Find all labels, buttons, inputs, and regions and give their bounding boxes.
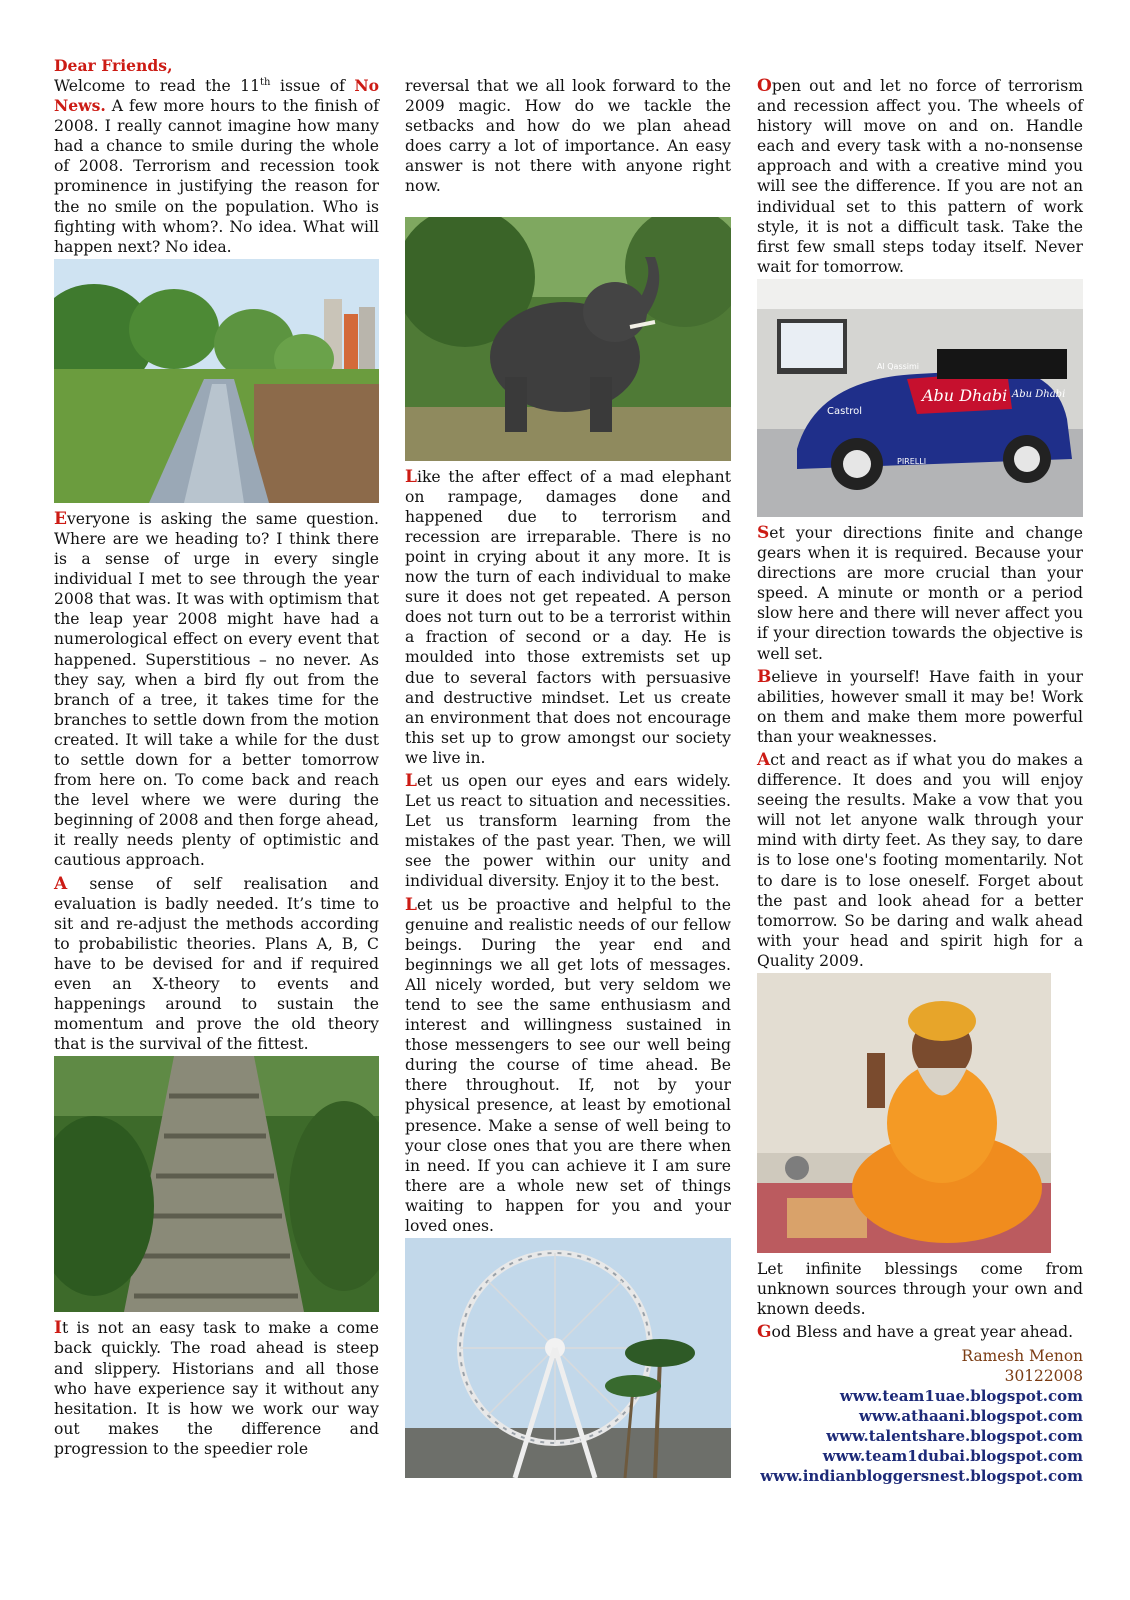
- paragraph-reversal: reversal that we all look forward to the 2009 magic. How do we tackle the setbacks and how do we plan ahead does carry a lot of importance. An easy answer is not there with anyone right now.: [405, 77, 731, 196]
- paragraph-act: Act and react as if what you do makes a difference. It does and you will enjoy seeing the results. Make a vow that you will not let anyone walk through your mind with dirty feet. As they say, to dare is to lose one's footing momentarily. Not to dare is to lose oneself. Forget about the past and look ahead for a better tomorrow. So be daring and walk ahead with your head and spirit high for a Quality 2009.: [757, 749, 1083, 970]
- paragraph-blessings: Let infinite blessings come from unknown sources through your own and known deeds.: [757, 1260, 1083, 1319]
- road-photo: [54, 259, 379, 503]
- paragraph-open-eyes: Let us open our eyes and ears widely. Let us react to situation and necessities. Let us transform learning from the mistakes of the past year. Then, we will see the power within our unity and individual diversity. Enjoy it to the best.: [405, 770, 731, 891]
- letter-date: 30122008: [1004, 1367, 1083, 1386]
- rally-car-photo: [757, 279, 1083, 517]
- author-name: Ramesh Menon: [961, 1347, 1083, 1366]
- dropcap-l2: L: [405, 770, 417, 791]
- blog-links: [757, 1386, 1083, 1486]
- newsletter-name: No News.: [54, 76, 379, 116]
- dropcap-s: S: [757, 522, 770, 543]
- intro-text-after: A few more hours to the finish of 2008. I really cannot imagine how many had a chance to smile during the whole of 2008. Terrorism and recession took prominence in justifying the reason for the no smile on the population. Who is fighting with whom?. No idea. What will happen next? No idea.: [54, 97, 379, 256]
- car-sign-left: Abu Dhabi: [922, 385, 1008, 405]
- dropcap-a2: A: [757, 749, 771, 770]
- paragraph-mad-elephant: Like the after effect of a mad elephant on rampage, damages done and happened due to terrorism and recession are irreparable. There is no point in crying about it any more. It is now the turn of each individual to make sure it does not get repeated. A person does not turn out to be a terrorist within a fraction of second or a day. He is moulded into those extremists set up due to several factors with persuasive and destructive mindset. Let us create an environment that does not encourage this set up to grow amongst our society we live in.: [405, 466, 731, 767]
- column-1: [54, 56, 379, 1459]
- dropcap-e: E: [54, 508, 67, 529]
- car-tyre: PIRELLI: [897, 456, 927, 466]
- column-3: [757, 76, 1083, 1486]
- paragraph-proactive: Let us be proactive and helpful to the genuine and realistic needs of our fellow beings. During the year end and beginnings we all get lots of messages. All nicely worded, but very seldom we tend to see the same enthusiasm and interest and willingness sustained in those messengers to see our well being during the course of time ahead. Be there throughout. If, not by your physical presence, at least by emotional presence. Make a sense of well being to your close ones that you are there when in need. If you can achieve it I am sure there are a whole new set of things waiting to happen for you and your loved ones.: [405, 894, 731, 1236]
- paragraph-not-easy: It is not an easy task to make a come back quickly. The road ahead is steep and slippery. Historians and all those who have experience say it without any hesitation. It is how we work our way out makes the difference and progression to the speedier role: [54, 1318, 379, 1458]
- signature-block: [757, 1346, 1083, 1386]
- dropcap-o: O: [757, 76, 772, 96]
- dropcap-i: I: [54, 1318, 62, 1339]
- dropcap-a: A: [54, 873, 68, 894]
- issue-superscript: th: [260, 76, 271, 88]
- car-sponsor: Castrol: [827, 405, 863, 417]
- intro-text-before: Welcome to read the 11: [54, 77, 261, 95]
- paragraph-open-out: Open out and let no force of terrorism and recession affect you. The wheels of history will move on and on. Handle each and every task with a no-nonsense approach and with a creative mind you will see the difference. If you are not an individual set to this pattern of work style, it is not a difficult task. Take the first few small steps today itself. Never wait for tomorrow.: [757, 76, 1083, 276]
- dropcap-l3: L: [405, 894, 417, 915]
- paragraph-directions: Set your directions finite and change gears when it is required. Because your directions are more crucial than your speed. A minute or month or a period slow here and there will never affect you if your direction towards the objective is well set.: [757, 522, 1083, 663]
- blog-link[interactable]: www.talentshare.blogspot.com: [826, 1427, 1083, 1446]
- dropcap-g: G: [757, 1322, 772, 1343]
- greeting: Dear Friends,: [54, 56, 173, 75]
- blog-link[interactable]: www.team1dubai.blogspot.com: [822, 1447, 1083, 1466]
- paragraph-everyone: Everyone is asking the same question. Where are we heading to? I think there is a sense of urge in every single individual I met to see through the year 2008 that was. It was with optimism that the leap year 2008 might have had a numerological effect on every event that happened. Superstitious – no never. As they say, when a bird fly out from the branch of a tree, it takes time for the branches to settle down from the motion created. It will take a while for the dust to settle down for a better tomorrow from here on. To come back and reach the level where we were during the beginning of 2008 and then forge ahead, it really needs plenty of optimistic and cautious approach.: [54, 508, 379, 870]
- column-2: [405, 76, 731, 1484]
- paragraph-god-bless: God Bless and have a great year ahead.: [757, 1322, 1074, 1343]
- intro-paragraph: [54, 76, 379, 257]
- car-sign-right: Abu Dhabi: [1012, 388, 1066, 400]
- elephant-photo: [405, 217, 731, 461]
- paragraph-self-realisation: A sense of self realisation and evaluation is badly needed. It’s time to sit and re-adjust the methods according to probabilistic theories. Plans A, B, C have to be devised for and if required even an X-theory to events and happenings around to sustain the momentum and prove the old theory that is the survival of the fittest.: [54, 873, 379, 1054]
- sadhu-photo: [757, 973, 1051, 1253]
- intro-text-mid: issue of: [270, 77, 355, 95]
- paragraph-believe: Believe in yourself! Have faith in your abilities, however small it may be! Work on them and make them more powerful than your weaknesses.: [757, 666, 1083, 746]
- dropcap-l1: L: [405, 466, 417, 487]
- blog-link[interactable]: www.team1uae.blogspot.com: [839, 1387, 1083, 1406]
- ferris-wheel-photo: [405, 1238, 731, 1478]
- dropcap-b: B: [757, 666, 772, 687]
- steps-photo: [54, 1056, 379, 1312]
- car-driver-text: Al Qassimi: [877, 361, 920, 371]
- blog-link[interactable]: www.indianbloggersnest.blogspot.com: [760, 1467, 1083, 1486]
- blog-link[interactable]: www.athaani.blogspot.com: [858, 1407, 1083, 1426]
